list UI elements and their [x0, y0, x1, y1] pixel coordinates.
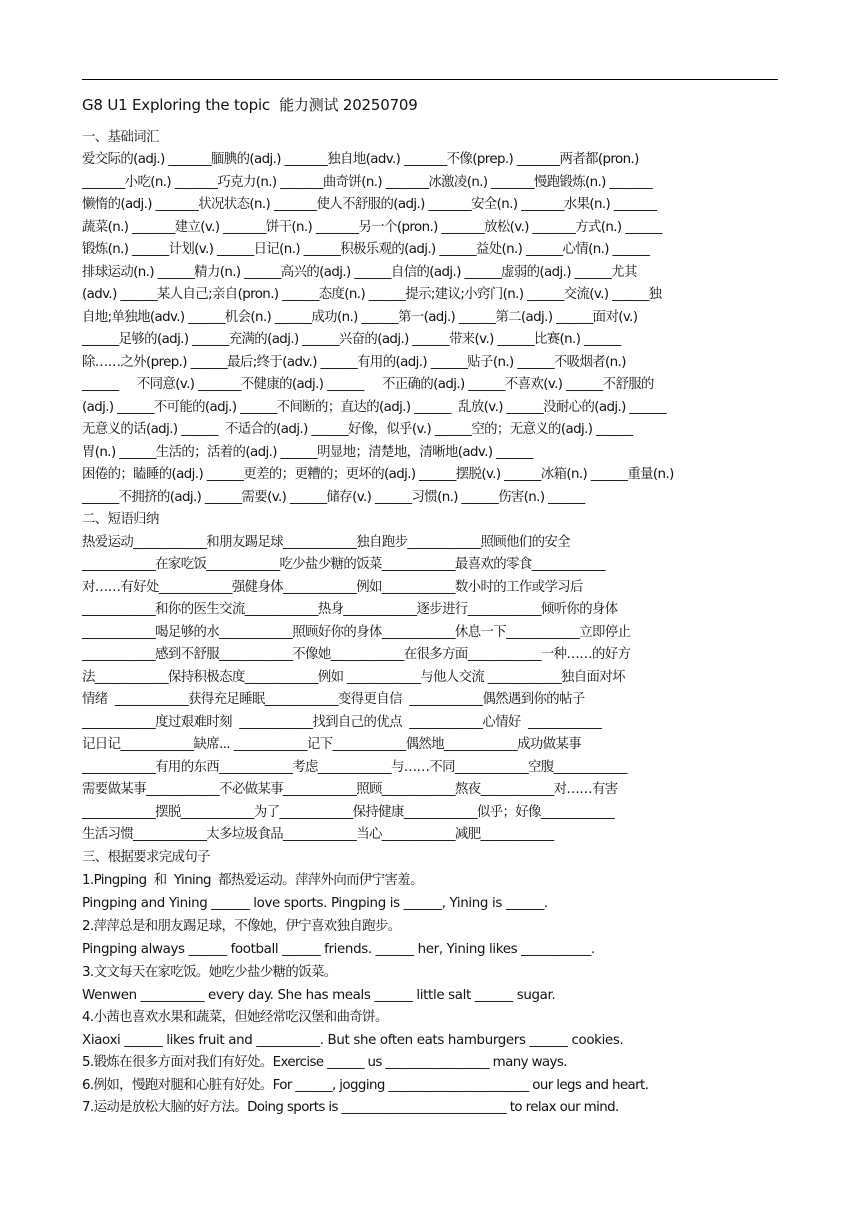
phrase-line: ____________感到不舒服____________不像她____________在很多方面____________一种……的好方: [82, 647, 631, 662]
vocab-line: 排球运动(n.) ______精力(n.) ______高兴的(adj.) ______自信的(adj.) ______虚弱的(adj.) ______尤其: [82, 265, 637, 280]
sentence-line: Wenwen __________ every day. She has meals ______ little salt ______ sugar.: [82, 988, 556, 1003]
phrase-line: ____________度过艰难时刻 ____________找到自己的优点 ____________心情好 ____________: [82, 715, 602, 730]
vocab-line: 爱交际的(adj.) _______腼腆的(adj.) _______独自地(adv.) _______不像(prep.) _______两者都(pron.): [82, 152, 639, 167]
vocab-line: ______足够的(adj.) ______充满的(adj.) ______兴奋的(adj.) ______带来(v.) ______比赛(n.) ______: [82, 332, 621, 347]
phrase-line: ____________和你的医生交流____________热身____________逐步进行____________倾听你的身体: [82, 602, 618, 617]
vocab-line: (adj.) ______不可能的(adj.) ______不间断的；直达的(adj.) ______ 乱放(v.) ______没耐心的(adj.) ______: [82, 400, 666, 415]
phrase-line: 法____________保持积极态度____________例如 ____________与他人交流 ____________独自面对坏: [82, 670, 625, 685]
sentence-line: 1.Pingping 和 Yining 都热爱运动。萍萍外向而伊宁害羞。: [82, 873, 423, 888]
section-heading-sentences: 三、根据要求完成句子: [82, 850, 210, 865]
vocab-line: 锻炼(n.) ______计划(v.) ______日记(n.) ______积极乐观的(adj.) ______益处(n.) ______心情(n.) ______: [82, 242, 650, 257]
section-heading-vocabulary: 一、基础词汇: [82, 130, 159, 145]
vocab-line: 胃(n.) ______生活的；活着的(adj.) ______明显地；清楚地，清晰地(adv.) ______: [82, 445, 533, 460]
page-title: G8 U1 Exploring the topic 能力测试 20250709: [82, 96, 418, 114]
phrase-line: 生活习惯____________太多垃圾食品____________当心____________减肥____________: [82, 827, 554, 842]
phrase-line: ____________喝足够的水____________照顾好你的身体____________休息一下____________立即停止: [82, 625, 631, 640]
vocab-line: 自地;单独地(adv.) ______机会(n.) ______成功(n.) ______第一(adj.) ______第二(adj.) ______面对(v.): [82, 310, 638, 325]
sentence-line: 7.运动是放松大脑的好方法。Doing sports is ___________________________ to relax our mind.: [82, 1100, 619, 1115]
vocab-line: 无意义的话(adj.) ______ 不适合的(adj.) ______好像，似乎(v.) ______空的；无意义的(adj.) ______: [82, 422, 633, 437]
vocab-line: 困倦的；瞌睡的(adj.) ______更差的；更糟的；更坏的(adj.) ______摆脱(v.) ______冰箱(n.) ______重量(n.): [82, 467, 674, 482]
vocab-line: (adv.) ______某人自己;亲自(pron.) ______态度(n.) ______提示;建议;小窍门(n.) ______交流(v.) ______独: [82, 287, 662, 302]
header-rule: [82, 79, 778, 80]
phrase-line: 对……有好处____________强健身体____________例如____________数小时的工作或学习后: [82, 580, 583, 595]
sentence-line: 5.锻炼在很多方面对我们有好处。Exercise ______ us _________________ many ways.: [82, 1055, 567, 1070]
vocab-line: 懒惰的(adj.) _______状况状态(n.) _______使人不舒服的(adj.) _______安全(n.) _______水果(n.) _______: [82, 197, 657, 212]
phrase-line: 记日记____________缺席... ____________记下____________偶然地____________成功做某事: [82, 737, 582, 752]
vocab-line: 蔬菜(n.) _______建立(v.) _______饼干(n.) _______另一个(pron.) _______放松(v.) _______方式(n.) ______: [82, 220, 662, 235]
sentence-line: 4.小茜也喜欢水果和蔬菜，但她经常吃汉堡和曲奇饼。: [82, 1010, 388, 1025]
vocab-line: 除……之外(prep.) ______最后;终于(adv.) ______有用的(adj.) ______贴子(n.) ______不吸烟者(n.): [82, 355, 626, 370]
sentence-line: 3.文文每天在家吃饭。她吃少盐少糖的饭菜。: [82, 965, 337, 980]
sentence-line: Pingping always ______ football ______ friends. ______ her, Yining likes ___________.: [82, 942, 595, 957]
phrase-line: ____________有用的东西____________考虑____________与……不同____________空腹____________: [82, 760, 627, 775]
sentence-line: 2.萍萍总是和朋友踢足球，不像她，伊宁喜欢独自跑步。: [82, 919, 401, 934]
sentence-line: 6.例如，慢跑对腿和心脏有好处。For ______, jogging _______________________ our legs and heart.: [82, 1078, 649, 1093]
sentence-line: Pingping and Yining ______ love sports. Pingping is ______, Yining is ______.: [82, 896, 548, 911]
vocab-line: ______不拥挤的(adj.) ______需要(v.) ______储存(v.) ______习惯(n.) ______伤害(n.) ______: [82, 490, 585, 505]
section-heading-phrases: 二、短语归纳: [82, 512, 159, 527]
sentence-line: Xiaoxi ______ likes fruit and __________. But she often eats hamburgers ______ cookies.: [82, 1033, 624, 1048]
vocab-line: _______小吃(n.) _______巧克力(n.) _______曲奇饼(n.) _______冰激凌(n.) _______慢跑锻炼(n.) _______: [82, 175, 653, 190]
phrase-line: 热爱运动____________和朋友踢足球____________独自跑步____________照顾他们的安全: [82, 535, 571, 550]
phrase-line: ____________在家吃饭____________吃少盐少糖的饭菜____________最喜欢的零食____________: [82, 557, 605, 572]
vocab-line: ______ 不同意(v.) _______不健康的(adj.) ______ 不正确的(adj.) ______不喜欢(v.) ______不舒服的: [82, 377, 654, 392]
phrase-line: 需要做某事____________不必做某事____________照顾____________熬夜____________对……有害: [82, 782, 618, 797]
phrase-line: 情绪 ____________获得充足睡眠____________变得更自信 ____________偶然遇到你的帖子: [82, 692, 585, 707]
phrase-line: ____________摆脱____________为了____________保持健康____________似乎；好像____________: [82, 805, 614, 820]
